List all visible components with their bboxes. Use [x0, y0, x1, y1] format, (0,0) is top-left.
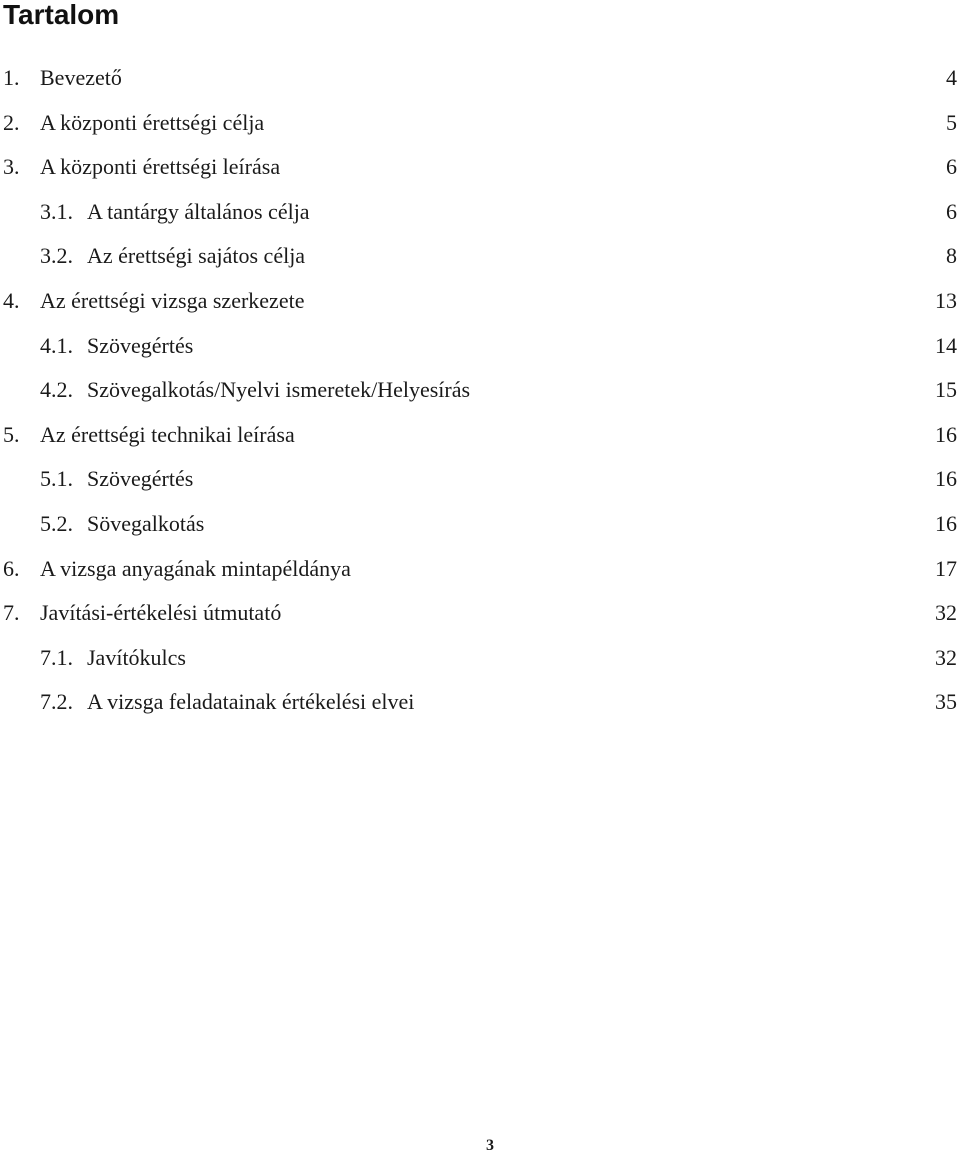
toc-subentry	[0, 368, 960, 413]
toc-entry-number: 5.1.	[40, 466, 73, 492]
toc-entry-number: 1.	[3, 65, 20, 90]
toc-subentry	[0, 234, 960, 279]
toc-entry-number: 3.	[3, 154, 20, 180]
toc-entry-page: 35	[935, 689, 957, 715]
toc-entry-label: Javítási-értékelési útmutató	[40, 600, 282, 626]
toc-entry-label: Szövegalkotás/Nyelvi ismeretek/Helyesírás	[87, 377, 471, 403]
toc-entry-label: Bevezető	[40, 65, 122, 90]
toc-entry-number: 7.	[3, 600, 20, 626]
toc-entry-page: 32	[935, 600, 957, 626]
toc-entry-number: 3.2.	[40, 243, 73, 269]
toc-subentry	[0, 457, 960, 502]
toc-entry-page: 4	[946, 65, 957, 90]
toc-entry-page: 16	[935, 466, 957, 492]
toc-entry-page: 6	[946, 154, 957, 180]
toc-entry-number: 2.	[3, 109, 20, 135]
toc-entry-label: A központi érettségi célja	[40, 109, 265, 135]
toc-subentry	[0, 680, 960, 725]
toc-subentry	[0, 502, 960, 547]
toc-entry-page: 5	[946, 109, 957, 135]
toc-subentry	[0, 190, 960, 235]
toc-entry-number: 5.	[3, 421, 20, 447]
toc-entry-label: Javítókulcs	[87, 644, 186, 670]
page-number: 3	[486, 1137, 494, 1154]
toc-entry-label: Sövegalkotás	[87, 510, 205, 536]
toc-subentry	[0, 636, 960, 681]
toc-entry-number: 7.2.	[40, 689, 73, 715]
toc-entry	[0, 101, 960, 146]
toc-entry-number: 7.1.	[40, 644, 73, 670]
toc-entry-label: A központi érettségi leírása	[40, 154, 281, 180]
toc-entry	[0, 56, 960, 101]
toc-entry-label: A vizsga anyagának mintapéldánya	[40, 555, 351, 581]
toc-entry	[0, 547, 960, 592]
toc-entry-page: 8	[946, 243, 957, 269]
toc-entry-label: A tantárgy általános célja	[87, 198, 310, 224]
toc-entry-number: 5.2.	[40, 510, 73, 536]
toc-entry-page: 17	[935, 555, 957, 581]
toc-entry	[0, 279, 960, 324]
toc-entry	[0, 591, 960, 636]
toc-entry-number: 3.1.	[40, 198, 73, 224]
toc-entry-page: 14	[935, 332, 957, 358]
toc-entry	[0, 413, 960, 458]
toc-entry-label: Az érettségi sajátos célja	[87, 243, 306, 269]
toc-entry-page: 16	[935, 421, 957, 447]
toc-subentry	[0, 324, 960, 369]
toc-entry-label: Szövegértés	[87, 332, 194, 358]
toc-entry-page: 32	[935, 644, 957, 670]
toc-entry-page: 15	[935, 377, 957, 403]
toc-entry-number: 6.	[3, 555, 20, 581]
toc-title: Tartalom	[3, 0, 120, 30]
toc-entry-label: Az érettségi vizsga szerkezete	[40, 287, 305, 313]
toc-entry-label: Szövegértés	[87, 466, 194, 492]
toc-entry-page: 16	[935, 510, 957, 536]
toc-entry-number: 4.2.	[40, 377, 73, 403]
toc-entry-number: 4.1.	[40, 332, 73, 358]
toc-list	[0, 56, 960, 725]
toc-entry-page: 6	[946, 198, 957, 224]
toc-entry-page: 13	[935, 287, 957, 313]
toc-entry-label: Az érettségi technikai leírása	[40, 421, 295, 447]
toc-entry-number: 4.	[3, 287, 20, 313]
toc-entry	[0, 145, 960, 190]
toc-entry-label: A vizsga feladatainak értékelési elvei	[87, 689, 415, 715]
